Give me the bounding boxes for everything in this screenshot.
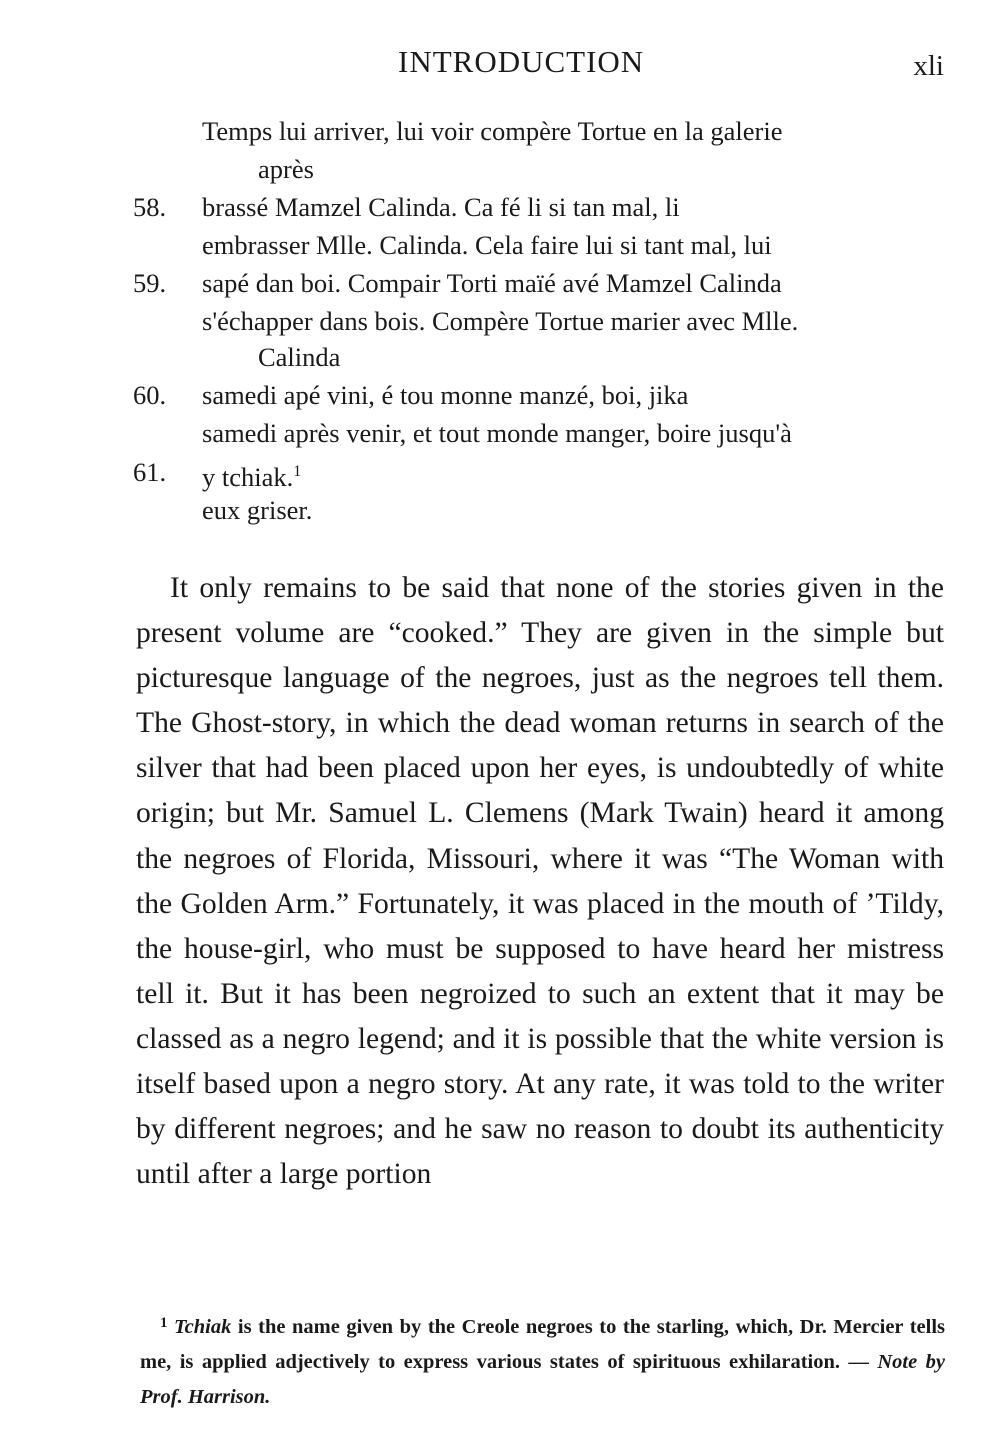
page-number: xli	[913, 50, 944, 82]
verse-line: sapé dan boi. Compair Torti maïé avé Mamzel Calinda	[202, 268, 782, 298]
footnote-attribution: Note by Prof. Harrison.	[140, 1351, 945, 1408]
verse-line: Temps lui arriver, lui voir compère Tortue en la galerie	[202, 116, 783, 146]
verse-line	[202, 455, 301, 494]
verse-line: après	[258, 154, 314, 184]
verse-line-text: y tchiak.	[202, 462, 294, 492]
verse-line: eux griser.	[202, 495, 313, 525]
verse-line: brassé Mamzel Calinda. Ca fé li si tan mal, li	[202, 192, 680, 222]
verse-line: samedi apé vini, é tou monne manzé, boi, jika	[202, 380, 689, 410]
footnote-text: is the name given by the Creole negroes to the starling, which, Dr. Mercier tells me, is applied adjectively to express various states of spirituous exhilaration. —	[140, 1316, 945, 1373]
verse-number: 60.	[133, 380, 167, 410]
footnote-term: Tchiak	[174, 1316, 232, 1338]
body-paragraph-text: It only remains to be said that none of the stories given in the present volume are “cooked.” They are given in the simple but picturesque language of the negroes, just as the negroes tell them. The Ghost-story, in which the dead woman returns in search of the silver that had been placed upon her eyes, is undoubtedly of white origin; but Mr. Samuel L. Clemens (Mark Twain) heard it among the negroes of Florida, Missouri, where it was “The Woman with the Golden Arm.” Fortunately, it was placed in the mouth of ’Tildy, the house-girl, who must be supposed to have heard her mistress tell it. But it has been negroized to such an extent that it may be classed as a negro legend; and it is possible that the white version is itself based upon a negro story. At any rate, it was told to the writer by different negroes; and he saw no reason to doubt its authenticity until after a large portion	[136, 572, 944, 1191]
verse-number: 58.	[133, 192, 167, 222]
verse-line: s'échapper dans bois. Compère Tortue marier avec Mlle.	[202, 306, 799, 336]
running-head	[0, 44, 1000, 84]
verse-number: 61.	[133, 457, 167, 487]
verse-line: samedi après venir, et tout monde manger, boire jusqu'à	[202, 418, 792, 448]
verse-number: 59.	[133, 268, 167, 298]
footnote	[140, 1306, 945, 1415]
body-paragraph	[136, 566, 944, 1197]
verse-line: Calinda	[258, 342, 341, 372]
footnote-marker: 1	[160, 1315, 168, 1331]
running-title: INTRODUCTION	[398, 44, 645, 79]
verse-line: embrasser Mlle. Calinda. Cela faire lui si tant mal, lui	[202, 230, 772, 260]
footnote-reference: 1	[293, 463, 302, 480]
